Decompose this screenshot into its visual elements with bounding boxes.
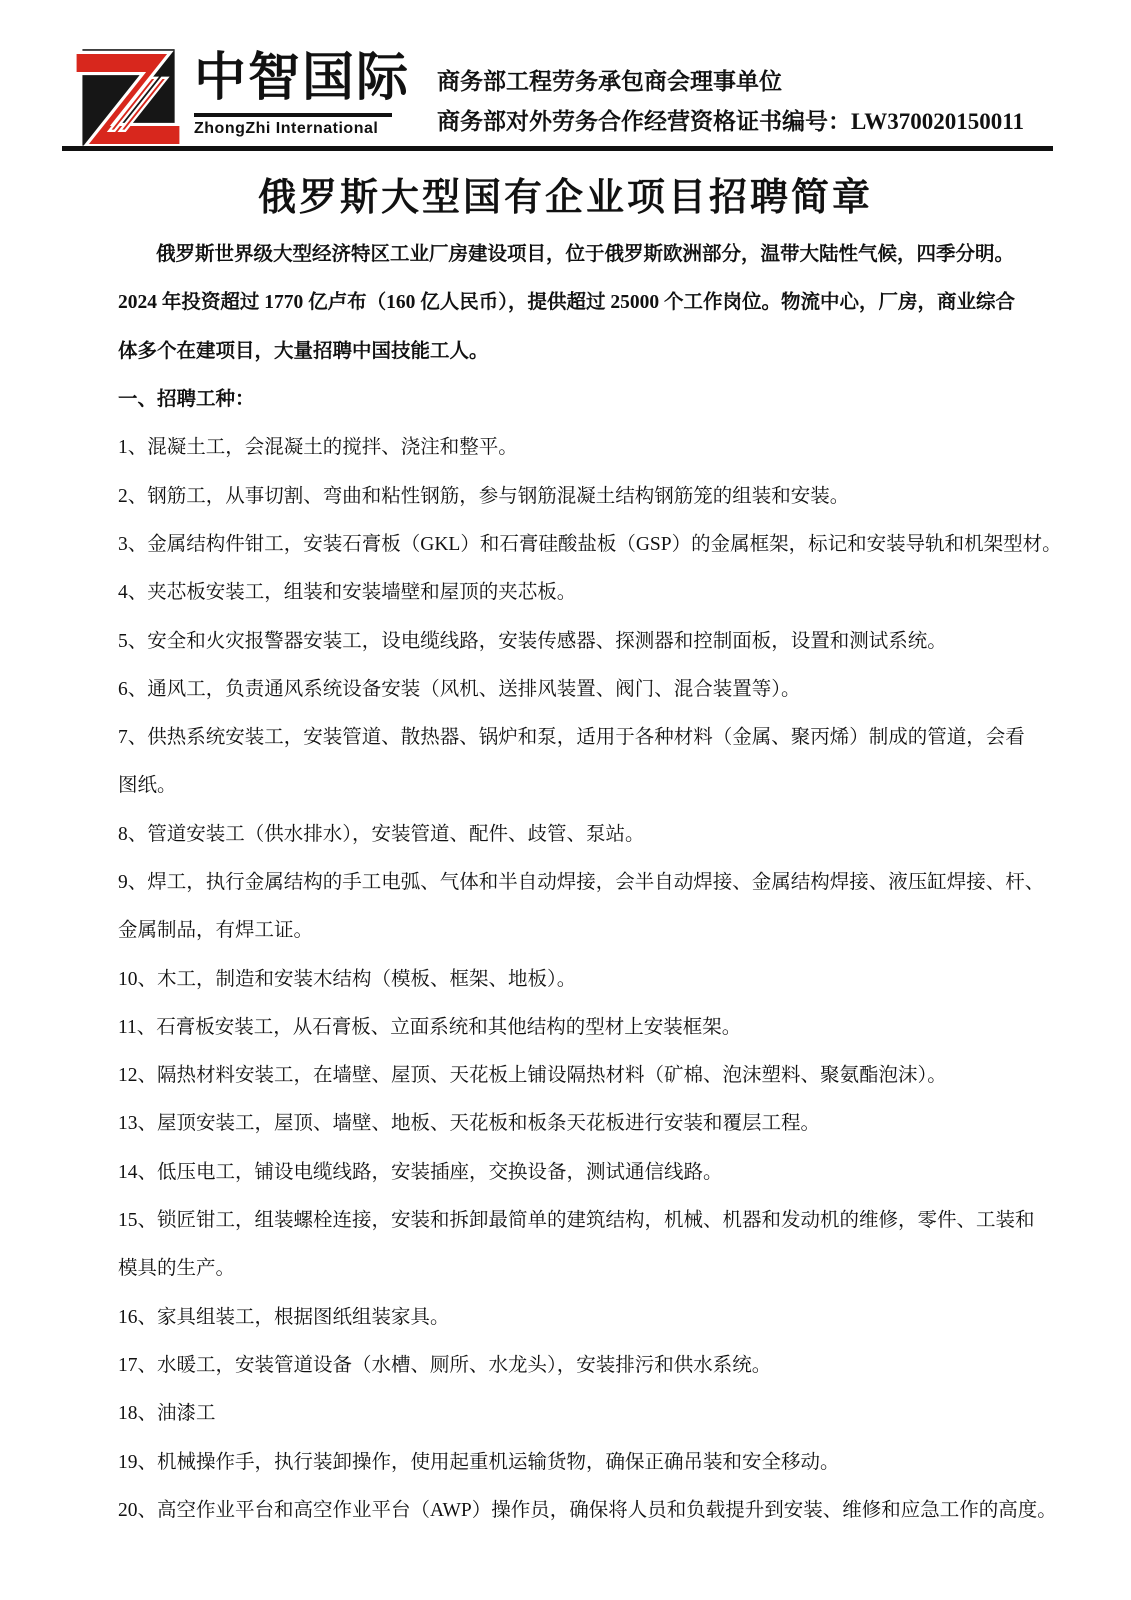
certification-line-1: 商务部工程劳务承包商会理事单位 bbox=[437, 69, 782, 94]
job-line: 18、油漆工 bbox=[118, 1403, 216, 1425]
job-line: 4、夹芯板安装工，组装和安装墙壁和屋顶的夹芯板。 bbox=[118, 582, 577, 604]
company-logo bbox=[72, 46, 410, 152]
intro-line: 俄罗斯世界级大型经济特区工业厂房建设项目，位于俄罗斯欧洲部分，温带大陆性气候，四季分明。 bbox=[156, 244, 1015, 266]
job-line: 10、木工，制造和安装木结构（模板、框架、地板）。 bbox=[118, 968, 577, 990]
job-line: 19、机械操作手，执行装卸操作，使用起重机运输货物，确保正确吊装和安全移动。 bbox=[118, 1451, 840, 1473]
job-line: 2、钢筋工，从事切割、弯曲和粘性钢筋，参与钢筋混凝土结构钢筋笼的组装和安装。 bbox=[118, 485, 850, 507]
job-line: 图纸。 bbox=[118, 775, 177, 797]
letterhead bbox=[72, 44, 1069, 144]
job-line: 20、高空作业平台和高空作业平台（AWP）操作员，确保将人员和负载提升到安装、维修和应急工作的高度。 bbox=[118, 1499, 1057, 1521]
logo-name-english: ZhongZhi International bbox=[194, 120, 379, 138]
job-line: 金属制品，有焊工证。 bbox=[118, 920, 314, 942]
document-body bbox=[118, 228, 1062, 1532]
certification-lines bbox=[437, 62, 1024, 142]
header-divider bbox=[62, 146, 1053, 151]
logo-name-chinese: 中智国际 bbox=[194, 49, 411, 107]
job-list bbox=[118, 421, 1062, 1532]
job-line: 11、石膏板安装工，从石膏板、立面系统和其他结构的型材上安装框架。 bbox=[118, 1016, 742, 1038]
logo-underline bbox=[194, 113, 392, 117]
job-line: 14、低压电工，铺设电缆线路，安装插座，交换设备，测试通信线路。 bbox=[118, 1161, 723, 1183]
intro-paragraph bbox=[118, 228, 1018, 373]
job-line: 6、通风工，负责通风系统设备安装（风机、送排风装置、阀门、混合装置等）。 bbox=[118, 678, 801, 700]
document-title: 俄罗斯大型国有企业项目招聘简章 bbox=[257, 177, 873, 219]
job-line: 8、管道安装工（供水排水），安装管道、配件、歧管、泵站。 bbox=[118, 823, 645, 845]
logo-text-block bbox=[194, 46, 410, 138]
certification-line-2: 商务部对外劳务合作经营资格证书编号：LW370020150011 bbox=[437, 109, 1024, 134]
job-line: 15、锁匠钳工，组装螺栓连接，安装和拆卸最简单的建筑结构，机械、机器和发动机的维修，零件、工装和 bbox=[118, 1210, 1035, 1232]
job-line: 模具的生产。 bbox=[118, 1258, 236, 1280]
job-line: 12、隔热材料安装工，在墙壁、屋顶、天花板上铺设隔热材料（矿棉、泡沫塑料、聚氨酯泡沫）。 bbox=[118, 1065, 947, 1087]
job-line: 5、安全和火灾报警器安装工，设电缆线路，安装传感器、探测器和控制面板，设置和测试系统。 bbox=[118, 630, 947, 652]
job-line: 7、供热系统安装工，安装管道、散热器、锅炉和泵，适用于各种材料（金属、聚丙烯）制成的管道，会看 bbox=[118, 727, 1025, 749]
job-line: 9、焊工，执行金属结构的手工电弧、气体和半自动焊接，会半自动焊接、金属结构焊接、液压缸焊接、杆、 bbox=[118, 872, 1045, 893]
job-line: 17、水暖工，安装管道设备（水槽、厕所、水龙头），安装排污和供水系统。 bbox=[118, 1354, 772, 1376]
section-heading: 一、招聘工种： bbox=[118, 389, 255, 411]
intro-line: 2024 年投资超过 1770 亿卢布（160 亿人民币），提供超过 25000 个工作岗位。物流中心，厂房，商业综合 bbox=[118, 292, 1016, 314]
job-line: 16、家具组装工，根据图纸组装家具。 bbox=[118, 1306, 450, 1328]
intro-line: 体多个在建项目，大量招聘中国技能工人。 bbox=[118, 340, 489, 362]
job-line: 3、金属结构件钳工，安装石膏板（GKL）和石膏硅酸盐板（GSP）的金属框架，标记和安装导轨和机架型材。 bbox=[118, 533, 1062, 555]
job-line: 13、屋顶安装工，屋顶、墙壁、地板、天花板和板条天花板进行安装和覆层工程。 bbox=[118, 1113, 821, 1135]
job-line: 1、混凝土工，会混凝土的搅拌、浇注和整平。 bbox=[118, 437, 518, 459]
zhongzhi-z-logo-icon bbox=[72, 46, 184, 152]
